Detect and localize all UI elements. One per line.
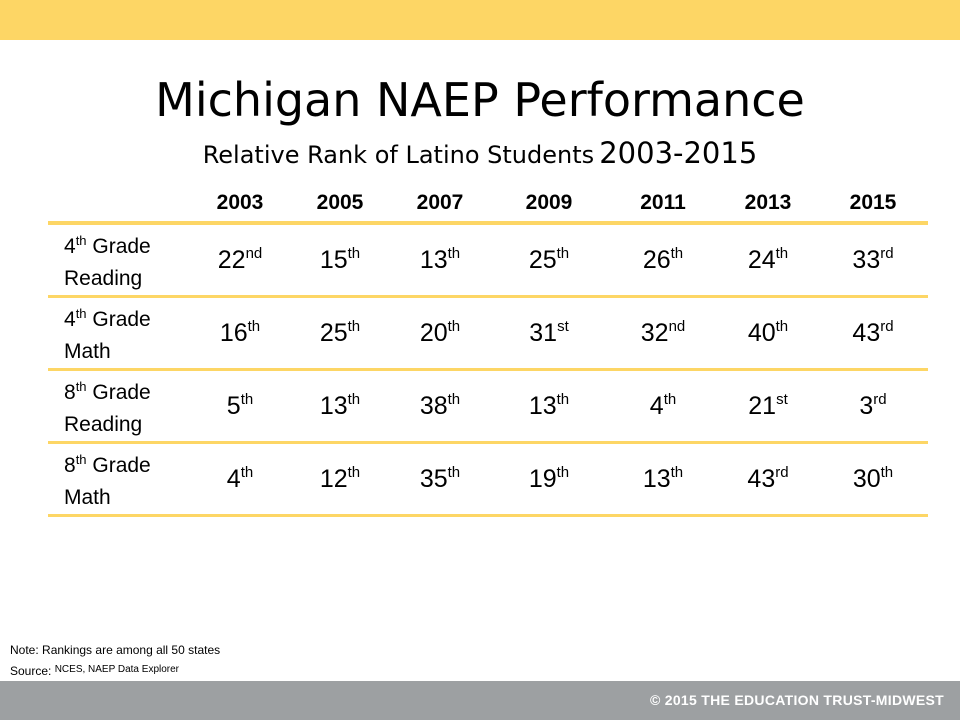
rank-number: 43	[747, 465, 776, 493]
rank-suffix: th	[670, 245, 684, 262]
rank-cell	[608, 223, 718, 297]
rank-number: 21	[748, 392, 777, 420]
row-label	[48, 443, 190, 516]
rank-number: 4	[649, 392, 664, 420]
rank-number: 38	[419, 392, 448, 420]
note-label: Note:	[10, 643, 39, 657]
rank-number: 20	[419, 319, 448, 347]
rank-suffix: th	[775, 245, 789, 262]
rank-cell	[608, 443, 718, 516]
grade-line	[64, 444, 190, 482]
subtitle-years: 2003-2015	[599, 136, 758, 170]
rank-suffix: th	[556, 391, 570, 408]
rank-suffix: rd	[880, 318, 894, 335]
rank-number: 4	[226, 465, 241, 493]
rank-cell	[718, 223, 818, 297]
subtitle-text: Relative Rank of Latino Students	[202, 141, 595, 169]
rank-suffix: st	[557, 318, 569, 335]
rank-number: 32	[640, 319, 669, 347]
rank-suffix: th	[347, 464, 361, 481]
rank-suffix: th	[347, 245, 361, 262]
rank-suffix: rd	[873, 391, 887, 408]
rank-number: 30	[852, 465, 881, 493]
rank-suffix: st	[776, 391, 788, 408]
rank-number: 22	[217, 246, 246, 274]
rank-cell	[818, 370, 928, 443]
grade-line	[64, 225, 190, 263]
rank-cell	[818, 443, 928, 516]
rank-number: 3	[859, 392, 874, 420]
grade-suffix: th	[75, 452, 87, 467]
source-text: NCES, NAEP Data Explorer	[54, 664, 180, 675]
rank-number: 26	[642, 246, 671, 274]
rank-suffix: th	[556, 464, 570, 481]
rank-number: 25	[528, 246, 557, 274]
rank-suffix: th	[247, 318, 261, 335]
year-header: 2007	[390, 185, 490, 223]
table-row	[48, 223, 928, 297]
grade-suffix: th	[75, 306, 87, 321]
subject: Reading	[64, 413, 143, 436]
rank-suffix: th	[775, 318, 789, 335]
rank-suffix: th	[670, 464, 684, 481]
rank-cell	[718, 443, 818, 516]
rank-cell	[290, 223, 390, 297]
rank-cell	[608, 370, 718, 443]
rank-suffix: th	[447, 318, 461, 335]
row-label	[48, 223, 190, 297]
subject: Reading	[64, 267, 143, 290]
footer-bar	[0, 681, 960, 720]
rank-number: 31	[529, 319, 558, 347]
table-row	[48, 443, 928, 516]
table-header-row	[48, 185, 928, 223]
rank-number: 13	[642, 465, 671, 493]
grade-word: Grade	[92, 454, 151, 477]
rank-number: 33	[852, 246, 881, 274]
grade-number: 8	[64, 381, 76, 404]
rank-number: 13	[419, 246, 448, 274]
rank-number: 43	[852, 319, 881, 347]
rank-cell	[490, 443, 608, 516]
rank-cell	[718, 297, 818, 370]
footer-copyright: © 2015 THE EDUCATION TRUST-MIDWEST	[649, 692, 944, 708]
year-header: 2011	[608, 185, 718, 223]
grade-word: Grade	[92, 308, 151, 331]
table-row	[48, 297, 928, 370]
rank-cell	[718, 370, 818, 443]
rank-number: 19	[528, 465, 557, 493]
rank-suffix: th	[447, 464, 461, 481]
rank-number: 12	[319, 465, 348, 493]
rank-cell	[290, 297, 390, 370]
rank-cell	[818, 297, 928, 370]
rank-number: 35	[419, 465, 448, 493]
grade-line	[64, 371, 190, 409]
rank-suffix: th	[447, 245, 461, 262]
grade-suffix: th	[75, 379, 87, 394]
note	[10, 641, 220, 659]
rank-cell	[490, 370, 608, 443]
rank-cell	[290, 370, 390, 443]
row-label	[48, 297, 190, 370]
rank-cell	[390, 223, 490, 297]
row-label	[48, 370, 190, 443]
rank-suffix: nd	[245, 245, 263, 262]
rank-number: 16	[219, 319, 248, 347]
rank-suffix: rd	[880, 245, 894, 262]
rank-cell	[290, 443, 390, 516]
grade-number: 4	[64, 308, 76, 331]
rank-suffix: th	[880, 464, 894, 481]
rank-number: 40	[747, 319, 776, 347]
rank-number: 13	[528, 392, 557, 420]
rank-suffix: th	[347, 391, 361, 408]
rank-cell	[390, 297, 490, 370]
rank-cell	[608, 297, 718, 370]
rank-number: 15	[319, 246, 348, 274]
year-header: 2009	[490, 185, 608, 223]
rank-cell	[490, 297, 608, 370]
rank-cell	[190, 223, 290, 297]
rank-cell	[190, 370, 290, 443]
year-header: 2003	[190, 185, 290, 223]
grade-number: 4	[64, 235, 76, 258]
rank-number: 24	[747, 246, 776, 274]
subject: Math	[64, 486, 111, 509]
rank-suffix: nd	[668, 318, 686, 335]
table-row	[48, 370, 928, 443]
rank-suffix: th	[556, 245, 570, 262]
rank-cell	[818, 223, 928, 297]
year-header: 2013	[718, 185, 818, 223]
rank-number: 25	[319, 319, 348, 347]
grade-line	[64, 298, 190, 336]
source-label: Source:	[10, 664, 52, 678]
rank-number: 13	[319, 392, 348, 420]
rank-suffix: th	[447, 391, 461, 408]
rank-suffix: th	[240, 391, 254, 408]
page-title: Michigan NAEP Performance	[155, 73, 805, 127]
rank-suffix: th	[663, 391, 677, 408]
grade-number: 8	[64, 454, 76, 477]
page-subtitle	[0, 135, 960, 176]
top-accent-bar	[0, 0, 960, 40]
year-header: 2005	[290, 185, 390, 223]
rank-cell	[390, 370, 490, 443]
rank-suffix: th	[347, 318, 361, 335]
rank-cell	[190, 297, 290, 370]
grade-word: Grade	[92, 235, 151, 258]
rank-cell	[190, 443, 290, 516]
rank-table	[48, 185, 928, 517]
rank-suffix: rd	[775, 464, 789, 481]
header-empty	[48, 185, 190, 223]
rank-cell	[390, 443, 490, 516]
source	[10, 661, 179, 680]
rank-number: 5	[226, 392, 241, 420]
table-body	[48, 223, 928, 516]
subject: Math	[64, 340, 111, 363]
year-header: 2015	[818, 185, 928, 223]
grade-suffix: th	[75, 233, 87, 248]
grade-word: Grade	[92, 381, 151, 404]
note-text: Rankings are among all 50 states	[42, 643, 221, 657]
rank-suffix: th	[240, 464, 254, 481]
rank-cell	[490, 223, 608, 297]
